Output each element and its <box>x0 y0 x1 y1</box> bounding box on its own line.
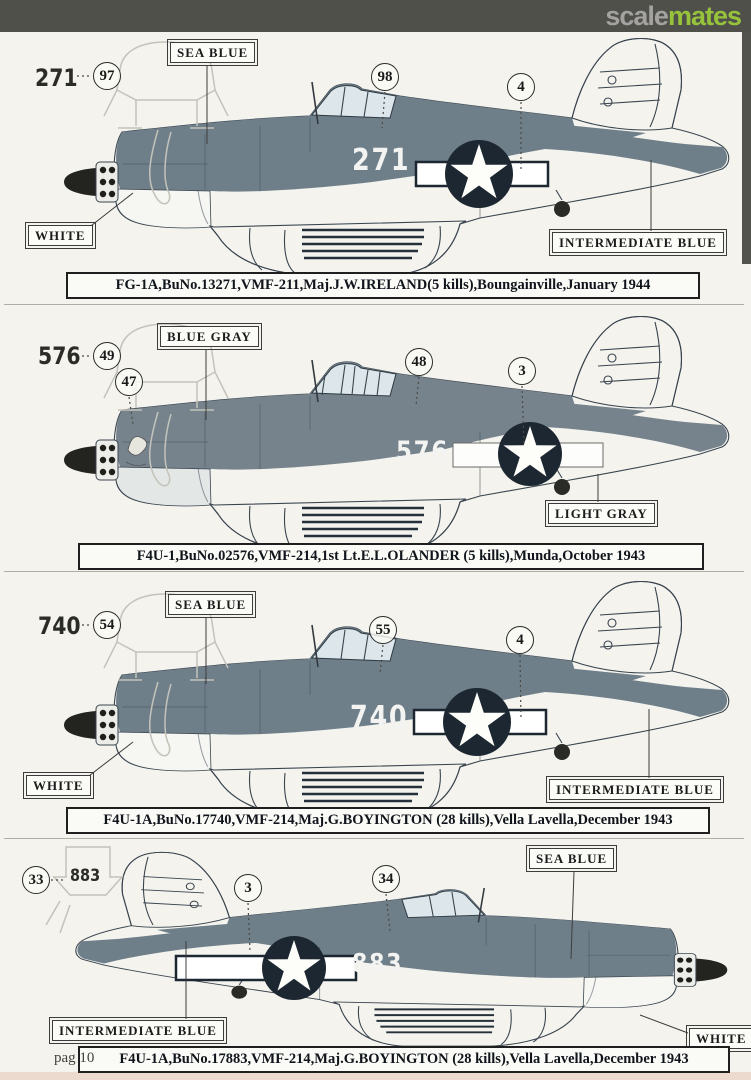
callout-circle-3: 3 <box>508 357 536 385</box>
fuselage-number: 883 <box>352 949 404 979</box>
scalemates-header-bar <box>0 0 751 32</box>
profile-section-3 <box>0 572 751 839</box>
color-label-white: WHITE <box>689 1028 751 1049</box>
profile-section-2 <box>0 304 751 572</box>
color-label-intermediate-blue: INTERMEDIATE BLUE <box>52 1020 224 1041</box>
profile-caption: FG-1A,BuNo.13271,VMF-211,Maj.J.W.IRELAND(5 kills),Boungainville,January 1944 <box>66 272 700 299</box>
callout-circle-55: 55 <box>369 616 397 644</box>
fuselage-number: 576 <box>396 436 450 467</box>
callout-circle-4: 4 <box>506 626 534 654</box>
logo-text-mates: mates <box>667 0 741 31</box>
color-label-light-gray: LIGHT GRAY <box>548 503 655 524</box>
callout-circle-4: 4 <box>507 73 535 101</box>
inset-tail-number: 576 <box>38 342 81 370</box>
callout-circle-97: 97 <box>93 62 121 90</box>
profile-caption: F4U-1A,BuNo.17883,VMF-214,Maj.G.BOYINGTON (28 kills),Vella Lavella,December 1943 <box>78 1046 730 1073</box>
callout-circle-49: 49 <box>93 342 121 370</box>
callout-circle-98: 98 <box>371 63 399 91</box>
profile-caption: F4U-1,BuNo.02576,VMF-214,1st Lt.E.L.OLANDER (5 kills),Munda,October 1943 <box>78 543 704 570</box>
color-label-sea-blue: SEA BLUE <box>168 594 253 615</box>
color-label-sea-blue: SEA BLUE <box>529 848 614 869</box>
logo-text-scale: scale <box>605 0 668 31</box>
color-label-intermediate-blue: INTERMEDIATE BLUE <box>552 232 724 253</box>
inset-tail-number: 883 <box>70 866 101 886</box>
color-label-white: WHITE <box>26 775 91 796</box>
color-label-intermediate-blue: INTERMEDIATE BLUE <box>549 779 721 800</box>
callout-circle-3: 3 <box>234 874 262 902</box>
callout-circle-34: 34 <box>372 865 400 893</box>
inset-tail-number: 271 <box>35 64 78 92</box>
color-label-sea-blue: SEA BLUE <box>170 42 255 63</box>
fuselage-number: 740 <box>350 700 409 735</box>
scalemates-logo[interactable] <box>605 0 741 31</box>
inset-tail-number: 740 <box>38 612 81 640</box>
callout-circle-48: 48 <box>405 348 433 376</box>
callout-circle-33: 33 <box>22 866 50 894</box>
callout-circle-47: 47 <box>115 368 143 396</box>
profile-section-1 <box>0 32 751 304</box>
profile-caption: F4U-1A,BuNo.17740,VMF-214,Maj.G.BOYINGTON (28 kills),Vella Lavella,December 1943 <box>66 807 710 834</box>
profile-section-4 <box>0 839 751 1080</box>
callout-circle-54: 54 <box>93 611 121 639</box>
page-number: pag 10 <box>54 1050 95 1066</box>
fuselage-number: 271 <box>352 143 411 178</box>
color-label-white: WHITE <box>28 225 93 246</box>
color-label-blue-gray: BLUE GRAY <box>160 326 259 347</box>
